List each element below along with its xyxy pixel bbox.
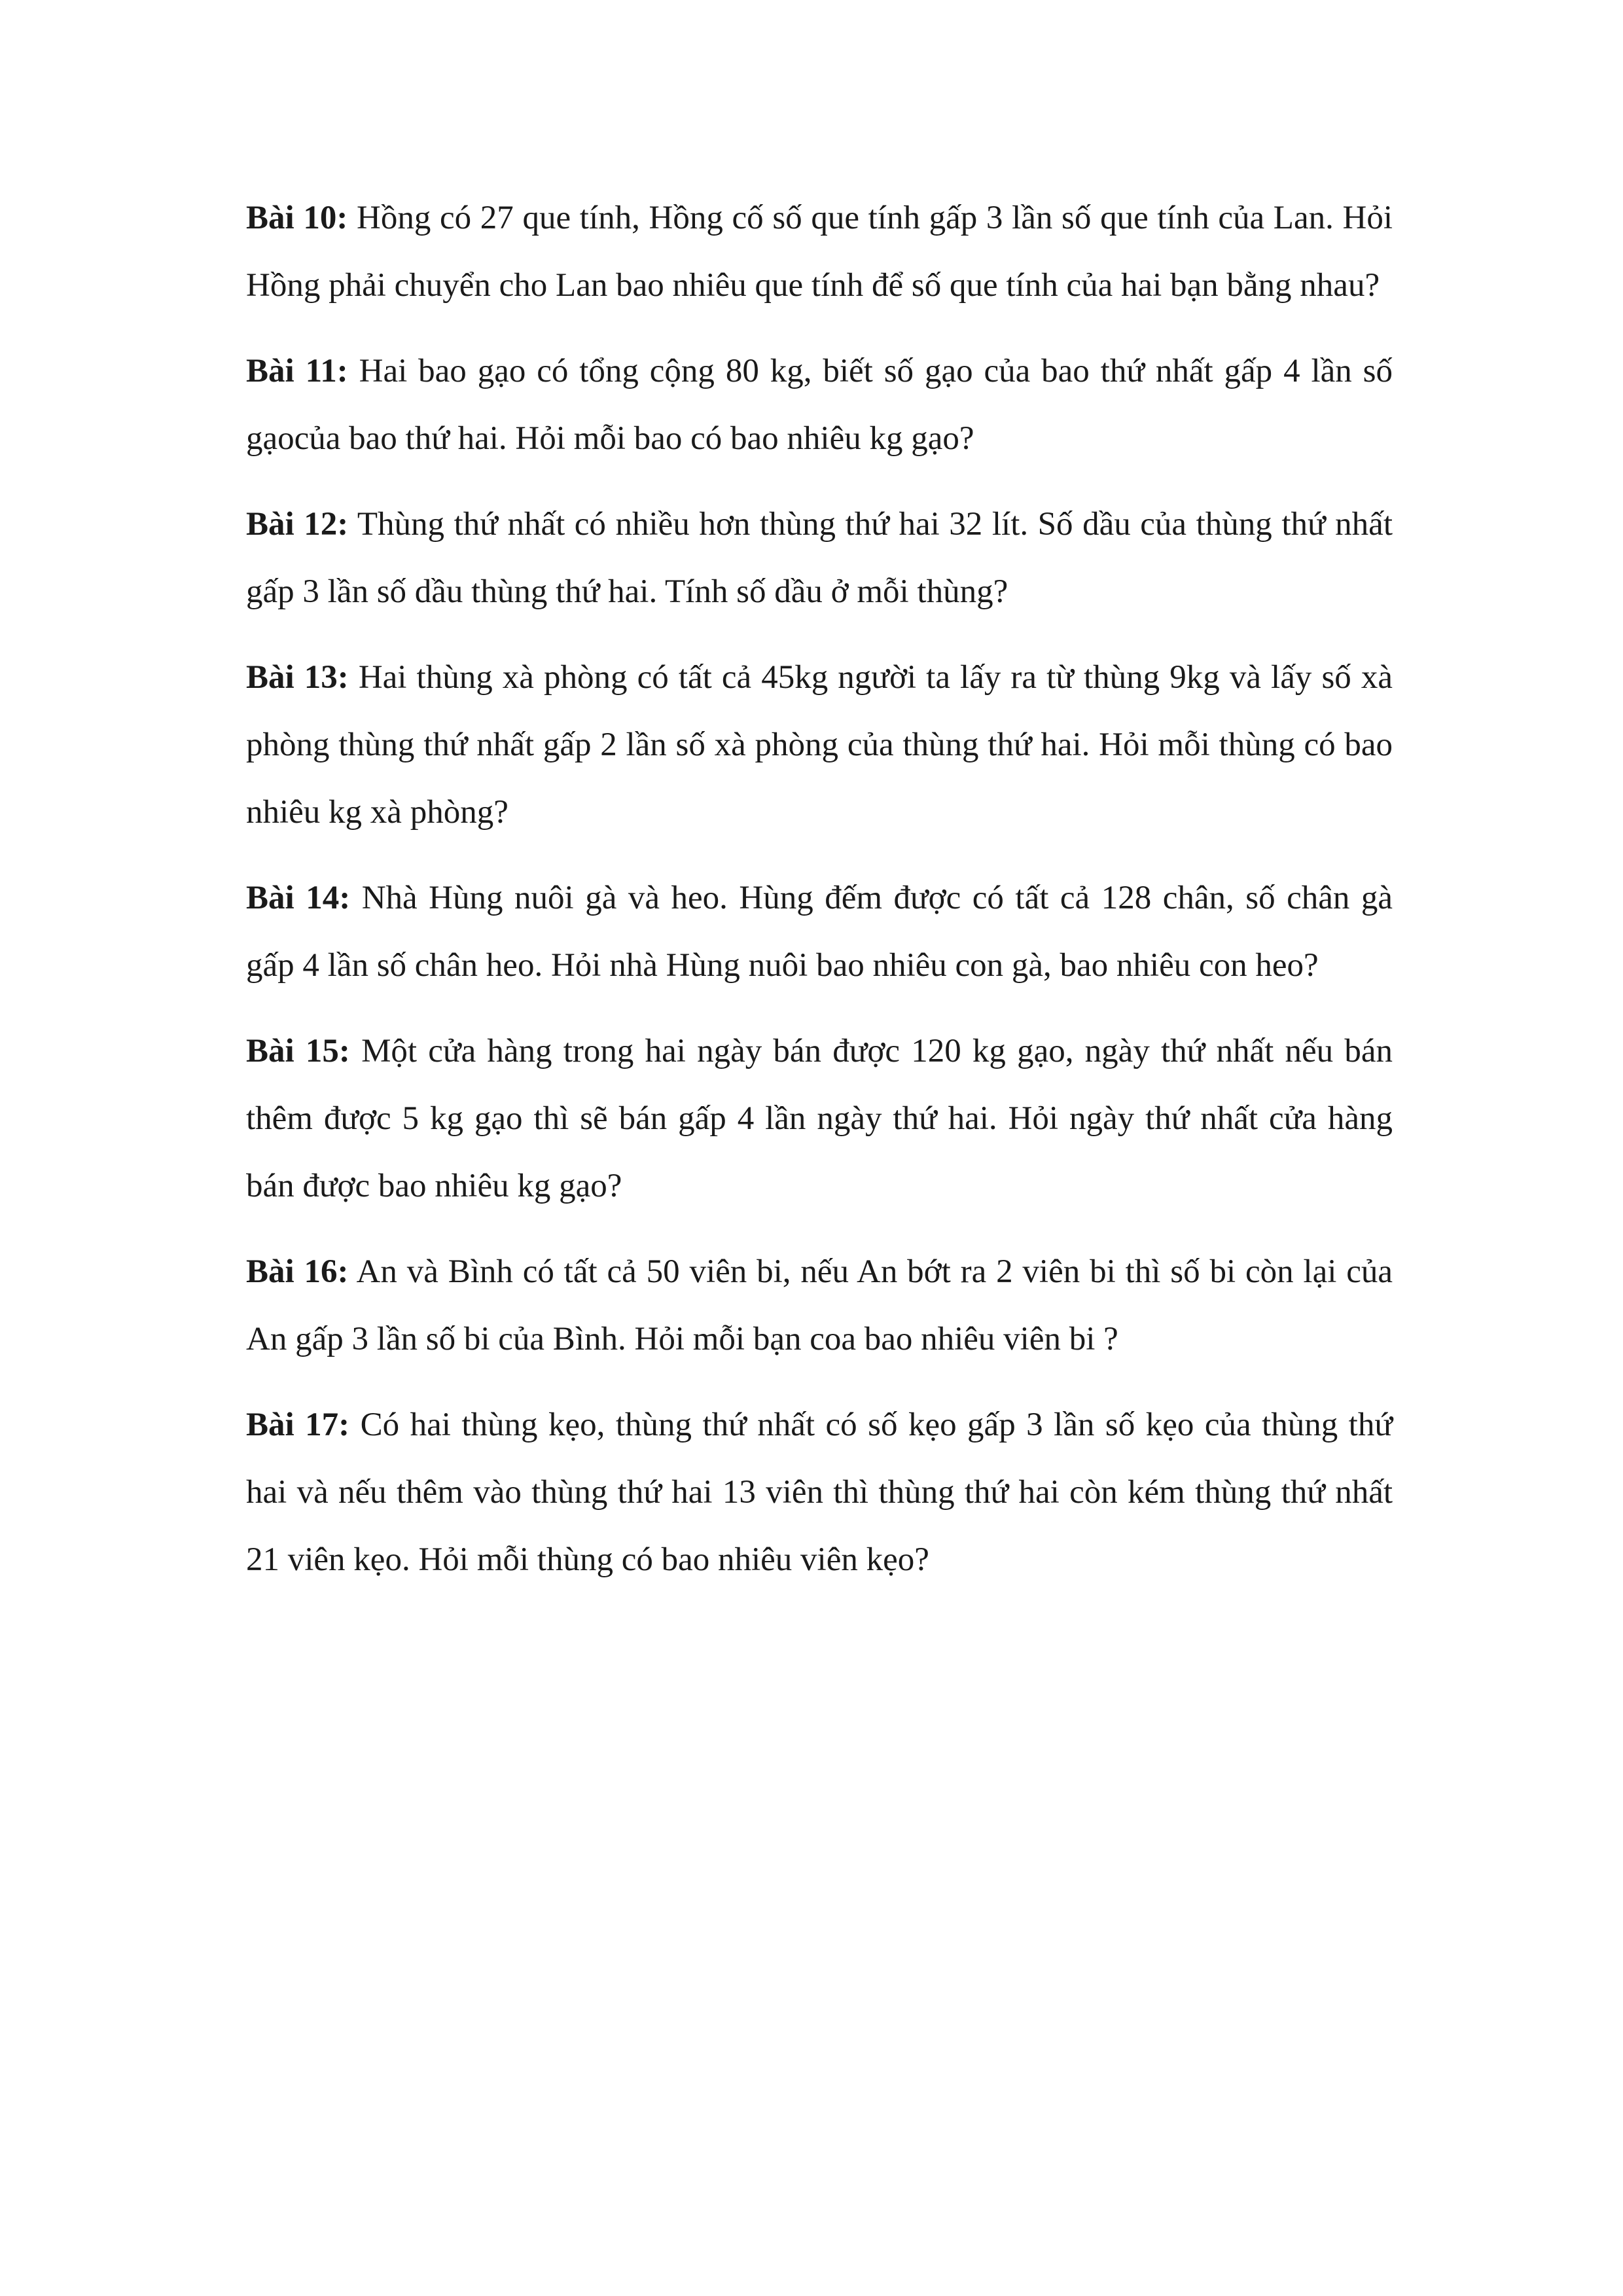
problem-text: Hai thùng xà phòng có tất cả 45kg người ta lấy ra từ thùng 9kg và lấy số xà phòng thùng thứ nhất gấp 2 lần số xà phòng của thùng thứ hai. Hỏi mỗi thùng có bao nhiêu kg xà phòng? xyxy=(246,659,1393,831)
problem-text: Có hai thùng kẹo, thùng thứ nhất có số kẹo gấp 3 lần số kẹo của thùng thứ hai và nếu thêm vào thùng thứ hai 13 viên thì thùng thứ hai còn kém thùng thứ nhất 21 viên kẹo. Hỏi mỗi thùng có bao nhiêu viên kẹo? xyxy=(246,1407,1393,1578)
problem-label: Bài 15: xyxy=(246,1033,350,1069)
problem-12 xyxy=(246,491,1393,626)
problem-11 xyxy=(246,338,1393,473)
problem-text: Hồng có 27 que tính, Hồng cố số que tính gấp 3 lần số que tính của Lan. Hỏi Hồng phải chuyển cho Lan bao nhiêu que tính để số que tính của hai bạn bằng nhau? xyxy=(246,200,1393,304)
problem-13 xyxy=(246,644,1393,846)
problem-label: Bài 11: xyxy=(246,353,348,389)
problem-text: Một cửa hàng trong hai ngày bán được 120 kg gạo, ngày thứ nhất nếu bán thêm được 5 kg gạo thì sẽ bán gấp 4 lần ngày thứ hai. Hỏi ngày thứ nhất cửa hàng bán được bao nhiêu kg gạo? xyxy=(246,1033,1393,1204)
problem-label: Bài 13: xyxy=(246,659,349,696)
problem-text: Nhà Hùng nuôi gà và heo. Hùng đếm được có tất cả 128 chân, số chân gà gấp 4 lần số chân heo. Hỏi nhà Hùng nuôi bao nhiêu con gà, bao nhiêu con heo? xyxy=(246,880,1393,984)
problem-15 xyxy=(246,1018,1393,1220)
problem-10 xyxy=(246,185,1393,319)
problem-label: Bài 12: xyxy=(246,506,349,543)
problem-label: Bài 10: xyxy=(246,200,348,236)
problem-17 xyxy=(246,1391,1393,1594)
problem-text: Hai bao gạo có tổng cộng 80 kg, biết số gạo của bao thứ nhất gấp 4 lần số gạocủa bao thứ hai. Hỏi mỗi bao có bao nhiêu kg gạo? xyxy=(246,353,1393,457)
problem-16 xyxy=(246,1238,1393,1373)
problem-text: Thùng thứ nhất có nhiều hơn thùng thứ hai 32 lít. Số dầu của thùng thứ nhất gấp 3 lần số dầu thùng thứ hai. Tính số dầu ở mỗi thùng? xyxy=(246,506,1393,610)
document-page xyxy=(246,185,1393,1612)
problem-14 xyxy=(246,865,1393,999)
problem-label: Bài 14: xyxy=(246,880,351,916)
problem-label: Bài 16: xyxy=(246,1253,349,1290)
problem-label: Bài 17: xyxy=(246,1407,350,1443)
problem-text: An và Bình có tất cả 50 viên bi, nếu An bớt ra 2 viên bi thì số bi còn lại của An gấp 3 lần số bi của Bình. Hỏi mỗi bạn coa bao nhiêu viên bi ? xyxy=(246,1253,1393,1357)
